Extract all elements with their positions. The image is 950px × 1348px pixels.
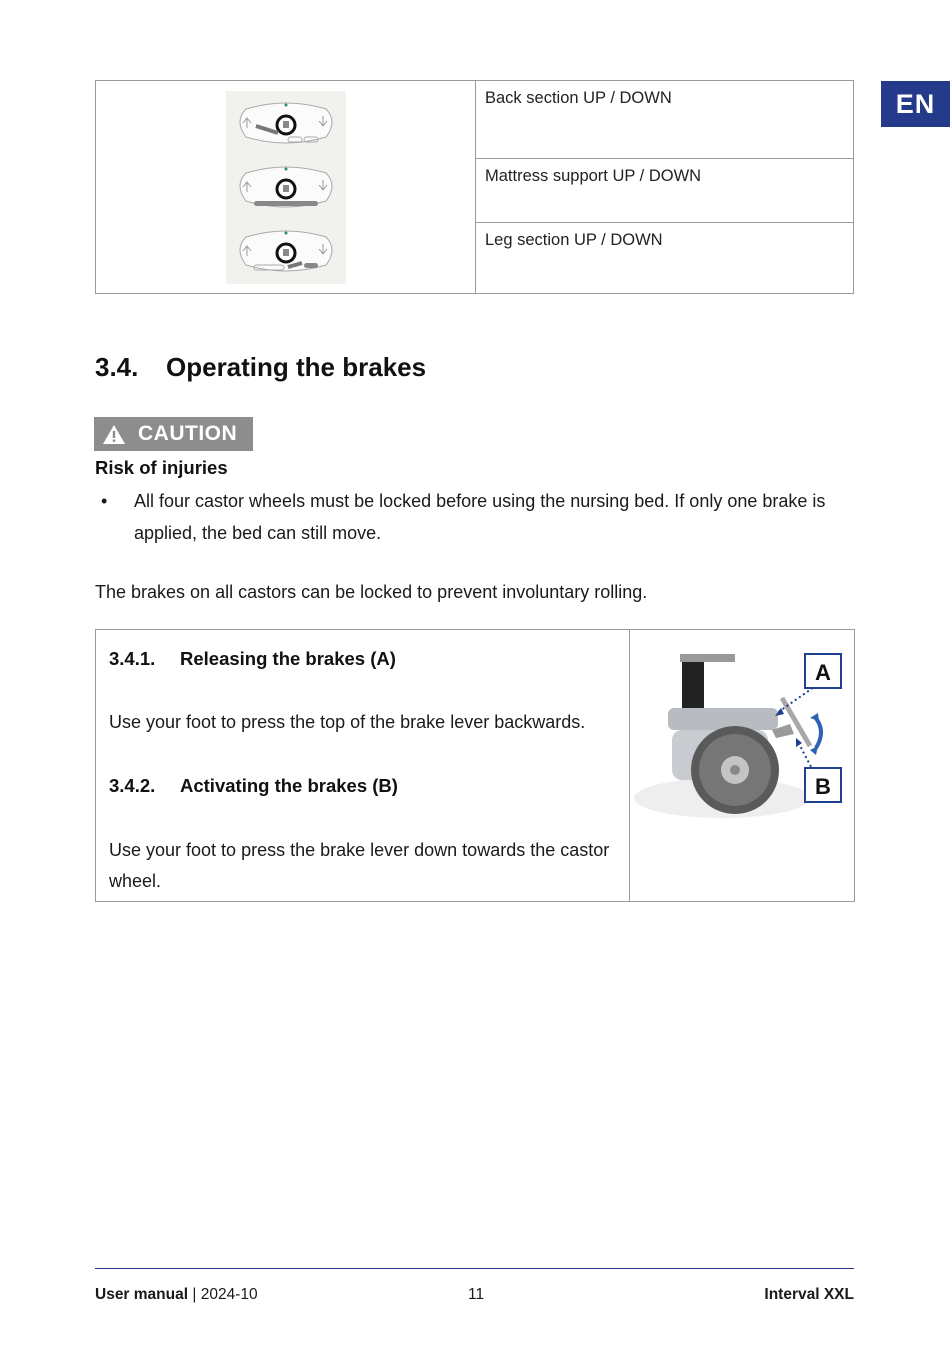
section-title: Operating the brakes	[166, 352, 427, 382]
activating-heading	[109, 775, 398, 797]
releasing-heading	[109, 648, 396, 670]
releasing-number: 3.4.1.	[109, 648, 156, 669]
caution-banner	[94, 417, 253, 451]
controls-row-mattress-support: Mattress support UP / DOWN	[476, 159, 853, 223]
activating-text: Use your foot to press the brake lever down towards the castor wheel.	[109, 840, 610, 891]
label-b: B	[815, 774, 831, 799]
intro-paragraph: The brakes on all castors can be locked to prevent involuntary rolling.	[95, 582, 648, 602]
castor-brake-image	[632, 638, 848, 818]
activating-title: Activating the brakes (B)	[180, 775, 398, 796]
brakes-table	[95, 629, 855, 902]
activating-number: 3.4.2.	[109, 775, 156, 796]
page-number: 11	[468, 1286, 485, 1303]
bullet-dot: •	[101, 491, 108, 511]
section-number: 3.4.	[95, 352, 139, 382]
section-heading	[95, 352, 426, 383]
caution-bullet-text: All four castor wheels must be locked before using the nursing bed. If only one brake is applied, the bed can still move.	[134, 491, 826, 543]
footer-product: Interval XXL	[764, 1286, 854, 1303]
controls-row-back-section: Back section UP / DOWN	[476, 81, 853, 159]
hand-control-panel-image	[226, 91, 346, 284]
releasing-title: Releasing the brakes (A)	[180, 648, 396, 669]
footer-divider	[95, 1268, 854, 1269]
controls-table	[95, 80, 854, 294]
footer-date: 2024-10	[200, 1286, 258, 1303]
footer-separator: |	[192, 1286, 197, 1303]
brakes-text-cell	[96, 630, 630, 901]
label-a: A	[815, 660, 831, 685]
footer-manual-label: User manual	[95, 1286, 189, 1303]
language-tab: EN	[881, 81, 950, 127]
warning-triangle-icon	[102, 424, 126, 445]
controls-row-leg-section: Leg section UP / DOWN	[485, 231, 663, 249]
caution-bullet	[95, 485, 855, 549]
caution-label: CAUTION	[138, 422, 238, 445]
footer-left	[95, 1286, 258, 1304]
controls-image-cell	[96, 81, 476, 293]
caution-heading: Risk of injuries	[95, 457, 228, 478]
releasing-text: Use your foot to press the top of the brake lever backwards.	[109, 712, 586, 732]
